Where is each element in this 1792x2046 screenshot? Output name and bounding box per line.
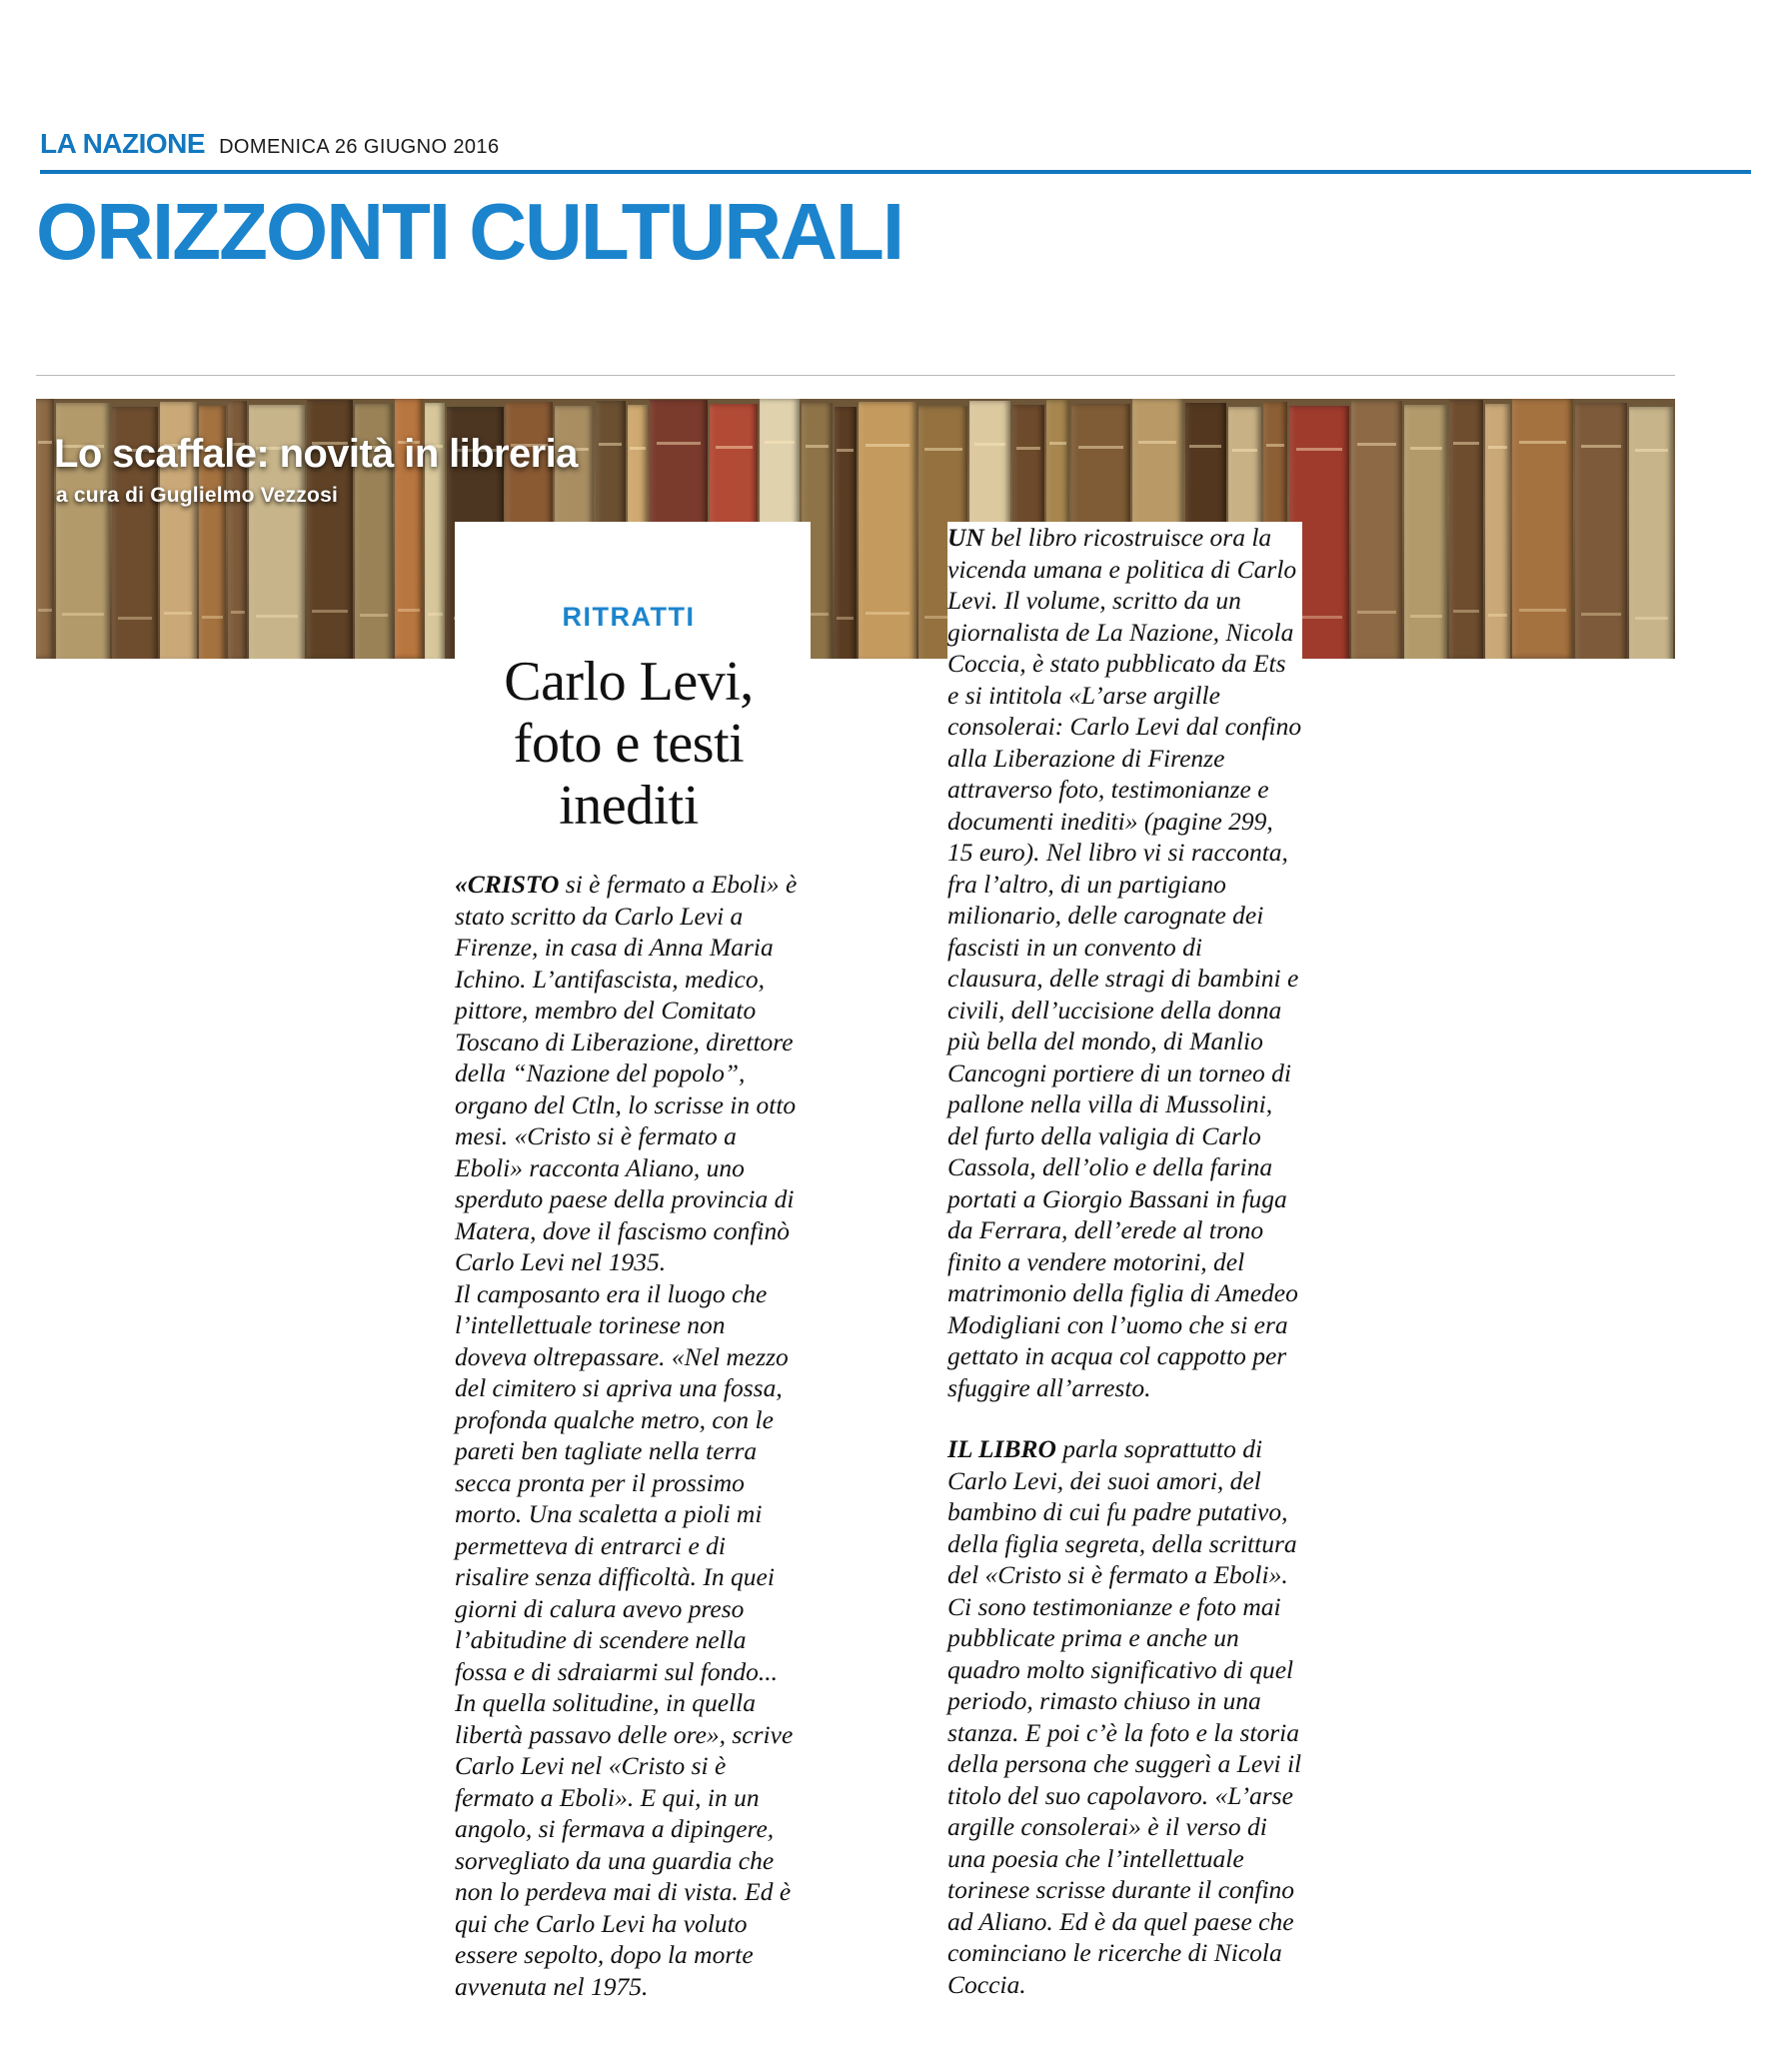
- book-spine: [1449, 400, 1483, 659]
- paragraph: [947, 522, 1302, 1403]
- section-divider: [36, 375, 1675, 376]
- paragraph-text: bel libro ricostruisce ora la vicenda umana e politica di Carlo Levi. Il volume, scritto da un giornalista de La Nazione, Nicola Coccia, è stato pubblicato da Ets e si intitola «L’arse argille consolerai: Carlo Levi dal confino alla Liberazione di Firenze attraverso foto, testimonianze e documenti inediti» (pagine 299, 15 euro). Nel libro vi si racconta, fra l’altro, di un partigiano milionario, delle carognate dei fascisti in un convento di clausura, delle stragi di bambini e civili, dell’uccisione della donna più bella del mondo, di Manlio Cancogni portiere di un torneo di pallone nella villa di Mussolini, del furto della valigia di Carlo Cassola, dell’olio e della farina portati a Giorgio Bassani in fuga da Ferrara, dell’erede al trono finito a vendere motorini, del matrimonio della figlia di Amedeo Modigliani con l’uomo che si era gettato in acqua col cappotto per sfuggire all’arresto.: [947, 523, 1302, 1402]
- shelf-banner: [36, 399, 1675, 659]
- paragraph-text: parla soprattutto di Carlo Levi, dei suoi amori, del bambino di cui fu padre putativo, della figlia segreta, della scrittura del «Cristo si è fermato a Eboli». Ci sono testimonianze e foto mai pubblicate prima e anche un quadro molto significativo di quel periodo, rimasto chiuso in una stanza. E poi c’è la foto e la storia della persona che suggerì a Levi il titolo del suo capolavoro. «L’arse argille consolerai» è il verso di una poesia che l’intellettuale torinese scrisse durante il confino ad Aliano. Ed è da quel paese che cominciano le ricerche di Nicola Coccia.: [947, 1434, 1302, 1999]
- paragraph-text: si è fermato a Eboli» è stato scritto da Carlo Levi a Firenze, in casa di Anna Maria Ichino. L’antifascista, medico, pittore, membro del Comitato Toscano di Liberazione, direttore della “Nazione del popolo”, organo del Ctln, lo scrisse in otto mesi. «Cristo si è fermato a Eboli» racconta Aliano, uno sperduto paese della provincia di Matera, dove il fascismo confinò Carlo Levi nel 1935.: [455, 870, 798, 1276]
- masthead-brand: LA NAZIONE: [40, 128, 206, 159]
- banner-subtitle: a cura di Guglielmo Vezzosi: [56, 484, 338, 507]
- headline-line-2: foto e testi: [513, 713, 745, 775]
- banner-title: Lo scaffale: novità in libreria: [54, 432, 578, 476]
- book-spine: [1485, 404, 1510, 659]
- paragraph-lead: IL LIBRO: [947, 1434, 1056, 1463]
- article-headline: [455, 651, 803, 837]
- article-column-right: [947, 522, 1302, 2000]
- paragraph-spacer: [947, 1403, 1302, 1433]
- book-spine: [36, 399, 54, 659]
- article-body-right: [947, 522, 1302, 2000]
- headline-line-1: Carlo Levi,: [504, 651, 754, 713]
- article-kicker: RITRATTI: [562, 602, 696, 632]
- paragraph-lead: UN: [947, 523, 984, 552]
- book-spine: [1629, 407, 1673, 659]
- book-spine: [1575, 403, 1628, 659]
- article-body-left: [455, 869, 803, 2002]
- paragraph-lead: «CRISTO: [455, 870, 560, 899]
- paragraph: Il camposanto era il luogo che l’intellettuale torinese non doveva oltrepassare. «Nel mezzo del cimitero si apriva una fossa, profonda qualche metro, con le pareti ben tagliate nella terra secca pronta per il prossimo morto. Una scaletta a pioli mi permetteva di entrarci e di risalire senza difficoltà. In quei giorni di calura avevo preso l’abitudine di scendere nella fossa e di sdraiarmi sul fondo... In quella solitudine, in quella libertà passavo delle ore», scrive Carlo Levi nel «Cristo si è fermato a Eboli». E qui, in un angolo, si fermava a dipingere, sorvegliato da una guardia che non lo perdeva mai di vista. Ed è qui che Carlo Levi ha voluto essere sepolto, dopo la morte avvenuta nel 1975.: [455, 1278, 794, 2001]
- book-spine: [1512, 399, 1573, 659]
- masthead-date: DOMENICA 26 GIUGNO 2016: [219, 136, 500, 158]
- paragraph: [947, 1433, 1302, 2000]
- article-column-left: [455, 522, 811, 2002]
- headline-line-3: inediti: [559, 775, 699, 837]
- paragraph: [455, 869, 803, 1278]
- book-spine: [835, 407, 857, 659]
- masthead-divider: [40, 170, 1751, 174]
- book-spine: [1404, 405, 1447, 659]
- masthead: [40, 128, 1752, 160]
- book-spine: [1351, 401, 1403, 659]
- page-title: ORIZZONTI CULTURALI: [36, 187, 903, 276]
- book-spine: [859, 402, 916, 659]
